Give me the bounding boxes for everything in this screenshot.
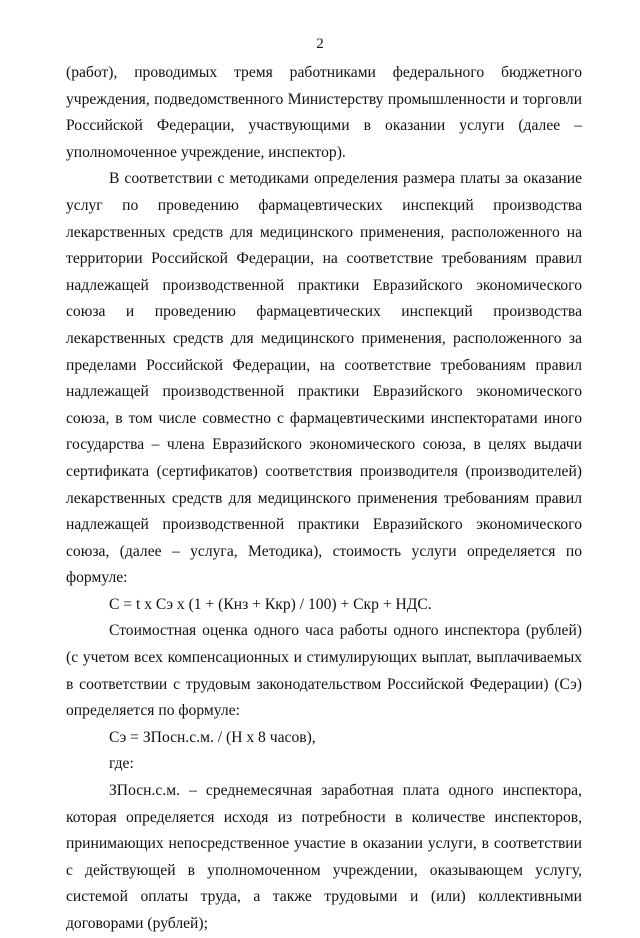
document-body xyxy=(66,60,582,938)
paragraph-hourly-cost: Стоимостная оценка одного часа работы одного инспектора (рублей) (с учетом всех компенсационных и стимулирующих выплат, выплачиваемых в соответствии с трудовым законодательством Российской Федерации) (Сэ) определяется по формуле: xyxy=(66,622,582,720)
paragraph-continuation: (работ), проводимых тремя работниками федерального бюджетного учреждения, подведомственного Министерству промышленности и торговли Российской Федерации, участвующими в оказании услуги (далее – уполномоченное учреждение, инспектор). xyxy=(66,64,582,161)
paragraph-salary-definition: ЗПосн.с.м. – среднемесячная заработная плата одного инспектора, которая определяется исходя из потребности в количестве инспекторов, принимающих непосредственное участие в оказании услуги, в соответствии с действующей в уполномоченном учреждении, оказывающем услугу, системой оплаты труда, а также трудовыми и (или) коллективными договорами (рублей); xyxy=(66,782,582,932)
paragraph-methodology: В соответствии с методиками определения размера платы за оказание услуг по проведению фармацевтических инспекций производства лекарственных средств для медицинского применения, расположенного на территории Российской Федерации, на соответствие требованиям правил надлежащей производственной практики Евразийского экономического союза и проведению фармацевтических инспекций производства лекарственных средств для медицинского применения, расположенного за пределами Российской Федерации, на соответствие требованиям правил надлежащей производственной практики Евразийского экономического союза, в том числе совместно с фармацевтическими инспекторатами иного государства – члена Евразийского экономического союза, в целях выдачи сертификата (сертификатов) соответствия производителя (производителей) лекарственных средств для медицинского применения требованиям правил надлежащей производственной практики Евразийского экономического союза, (далее – услуга, Методика), стоимость услуги определяется по формуле: xyxy=(66,170,582,587)
where-label: где: xyxy=(109,755,134,773)
page-number: 2 xyxy=(316,36,324,52)
formula-service-cost: С = t x Cэ x (1 + (Кнз + Ккр) / 100) + Скр + НДС. xyxy=(109,595,432,613)
formula-hourly-rate: Сэ = ЗПосн.с.м. / (Н x 8 часов), xyxy=(109,728,316,746)
